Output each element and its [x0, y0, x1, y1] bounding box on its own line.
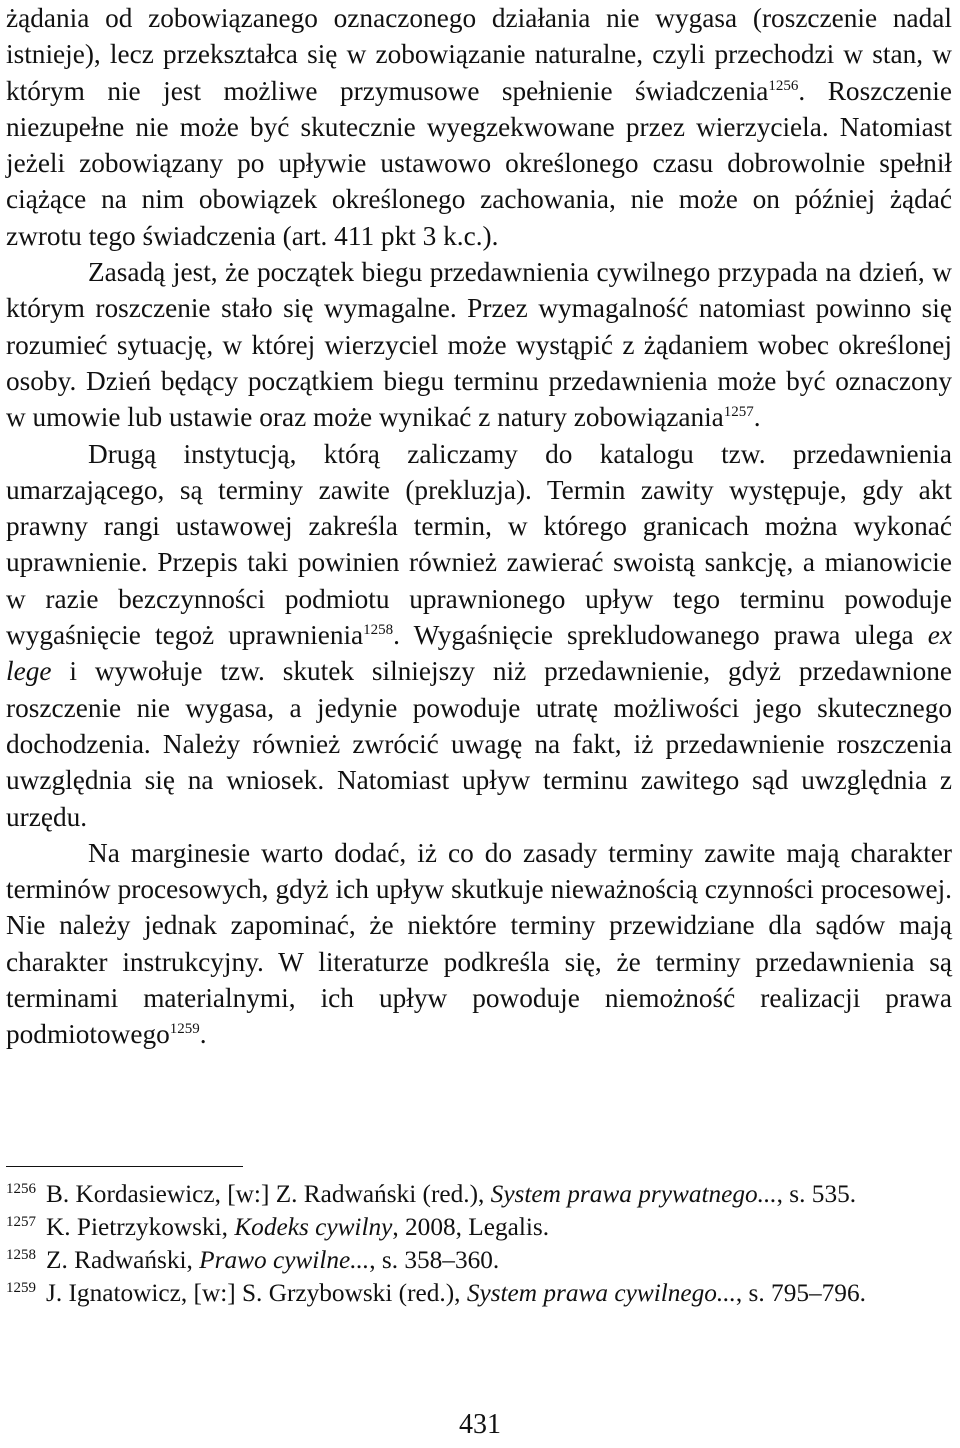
footnote-number: 1256 [6, 1181, 36, 1197]
footnote-number: 1259 [6, 1280, 36, 1296]
footnote-text [46, 1244, 952, 1277]
main-text [6, 0, 952, 1053]
italic-text: Prawo cywilne... [199, 1246, 370, 1274]
footnote [6, 1277, 952, 1310]
page-number: 431 [459, 1409, 501, 1440]
text-run: K. Pietrzykowski, [46, 1213, 235, 1241]
footnote-number: 1257 [6, 1214, 36, 1230]
footnote-text [46, 1178, 952, 1211]
italic-text: Kodeks cywilny [234, 1213, 393, 1241]
text-run: żądania od zobowiązanego oznaczonego działania nie wygasa (roszczenie nadal istnieje), lecz przekształca się w zobowiązanie naturalne, czyli przechodzi w stan, w którym nie jest możliwe przymusowe spełnienie świadczenia [6, 3, 952, 106]
text-run: J. Ignatowicz, [w:] S. Grzybowski (red.), [46, 1279, 467, 1307]
text-run: i wywołuje tzw. skutek silniejszy niż przedawnienie, gdyż przedawnione roszczenie nie wygasa, a jedynie powoduje utratę możliwości jego skutecznego dochodzenia. Należy również zwrócić uwagę na fakt, iż przedawnienie roszczenia uwzględnia się na wniosek. Natomiast upływ terminu zawitego sąd uwzględnia z urzędu. [6, 656, 952, 832]
page [6, 0, 952, 1053]
text-run: . [199, 1019, 207, 1050]
paragraph [6, 0, 952, 254]
text-run: . Roszczenie niezupełne nie może być skutecznie wyegzekwowane przez wierzyciela. Natomiast jeżeli zobowiązany po upływie ustawowo określonego czasu dobrowolnie spełnił ciążące na nim obowiązek określonego zachowania, nie może on później żądać zwrotu tego świadczenia (art. 411 pkt 3 k.c.). [6, 75, 952, 251]
text-run: Na marginesie warto dodać, iż co do zasady terminy zawite mają charakter terminów procesowych, gdyż ich upływ skutkuje nieważnością czynności procesowej. Nie należy jednak zapominać, że niektóre terminy przewidziane dla sądów mają charakter instrukcyjny. W literaturze podkreśla się, że terminy przedawnienia są terminami materialnymi, ich upływ powoduje niemożność realizacji prawa podmiotowego [6, 837, 952, 1050]
text-run: Zasadą jest, że początek biegu przedawnienia cywilnego przypada na dzień, w którym roszczenie stało się wymagalne. Przez wymagalność natomiast powinno się rozumieć sytuację, w której wierzyciel może wystąpić z żądaniem wobec określonej osoby. Dzień będący początkiem biegu terminu przedawnienia może być oznaczony w umowie lub ustawie oraz może wynikać z natury zobowiązania [6, 257, 952, 433]
italic-text: System prawa cywilnego... [466, 1279, 736, 1307]
text-run: , s. 795–796. [735, 1279, 866, 1307]
text-run: Drugą instytucją, którą zaliczamy do katalogu tzw. przedawnienia umarzającego, są terminy zawite (prekluzja). Termin zawity występuje, gdy akt prawny rangi ustawowej zakreśla termin, w którego granicach można wykonać uprawnienie. Przepis taki powinien również zawierać swoistą sankcję, a mianowicie w razie bezczynności podmiotu uprawnionego upływ tego terminu powoduje wygaśnięcie tegoż uprawnienia [6, 438, 952, 651]
paragraph [6, 835, 952, 1053]
text-run: , s. 535. [776, 1180, 857, 1208]
text-run: , 2008, Legalis. [392, 1213, 550, 1241]
footnote-ref: 1257 [723, 404, 754, 421]
footnote-text [46, 1277, 952, 1310]
italic-text: System prawa prywatnego... [490, 1180, 777, 1208]
paragraph [6, 254, 952, 435]
footnote-separator [6, 1166, 243, 1167]
footnote-ref: 1258 [363, 622, 394, 639]
footnote-ref: 1259 [169, 1021, 200, 1038]
italic-text: ex lege [6, 620, 952, 687]
text-run: B. Kordasiewicz, [w:] Z. Radwański (red.), [46, 1180, 491, 1208]
text-run: . Wygaśnięcie sprekludowanego prawa ulega [393, 620, 928, 651]
footnote [6, 1211, 952, 1244]
footnote-text [46, 1211, 952, 1244]
text-run: Z. Radwański, [46, 1246, 200, 1274]
footnotes [6, 1178, 952, 1310]
text-run: , s. 358–360. [369, 1246, 500, 1274]
footnote-ref: 1256 [768, 77, 799, 94]
paragraph [6, 436, 952, 835]
footnote [6, 1244, 952, 1277]
text-run: . [753, 402, 761, 433]
footnote [6, 1178, 952, 1211]
footnote-number: 1258 [6, 1247, 36, 1263]
